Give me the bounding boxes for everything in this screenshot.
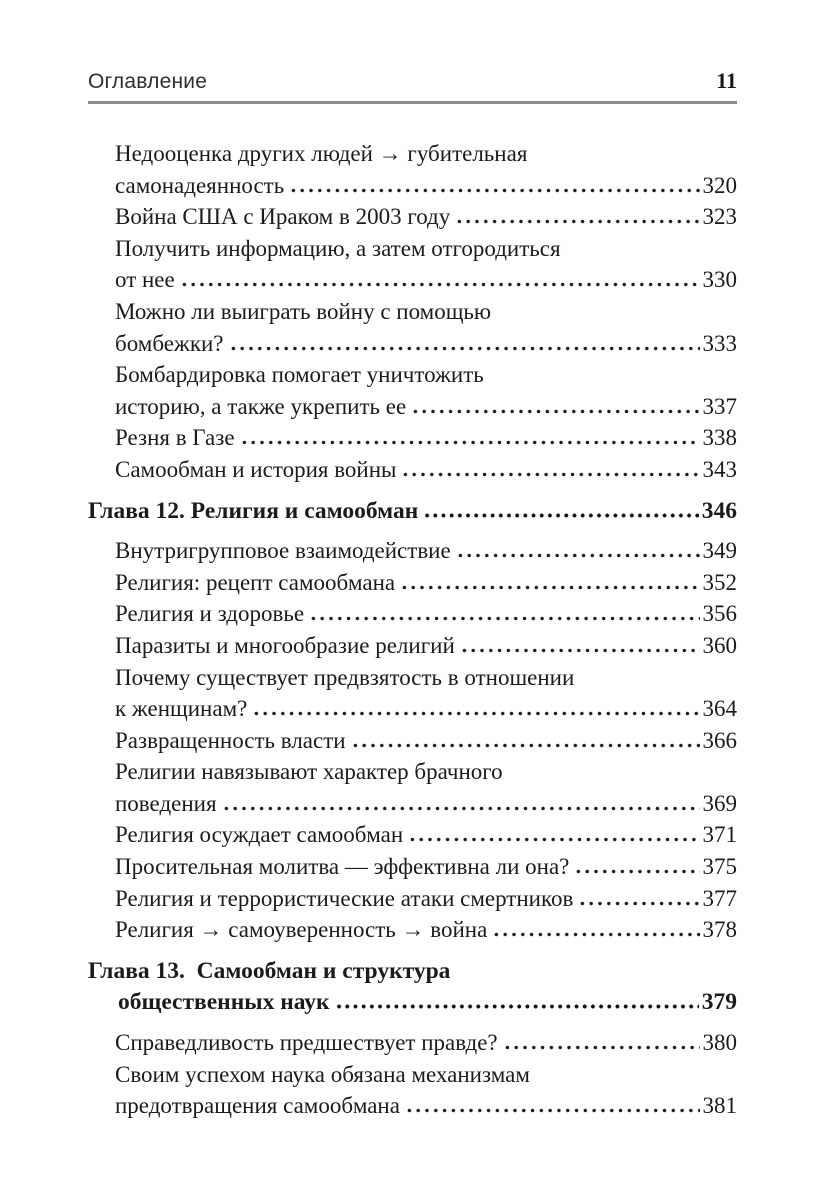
toc-entry-title: Недооценка других людей → губительная [115,141,528,166]
toc-line [115,662,737,694]
toc-entry-title: предотвращения самообмана [115,1093,400,1119]
toc-page-number: 377 [702,885,737,911]
toc-page-number: 320 [702,172,737,198]
toc-entry-title: Религия: рецепт самообмана [115,569,396,595]
toc-entry-title: общественных наук [118,989,330,1016]
toc-entry [88,1059,737,1122]
toc-line [115,693,737,725]
dot-leader [240,440,700,445]
toc-line [115,359,737,391]
toc-page-number: 369 [702,790,737,816]
toc-entry [88,914,737,946]
toc-line [115,851,737,883]
toc-entry [88,630,737,662]
page-number: 11 [716,68,737,93]
toc-line [115,328,737,360]
toc-chapter-entry [88,496,737,528]
toc-entry-title: Религии навязывают характер брачного [115,759,503,785]
toc-entry-title: Получить информацию, а затем отгородиться [115,235,561,261]
dot-leader [180,282,700,287]
toc-page-number: 379 [701,989,737,1016]
dot-leader [405,1108,700,1113]
toc-page-number: 371 [702,822,737,848]
toc-entry [88,296,737,359]
toc-chapter-entry [88,956,737,1019]
toc-line [115,1090,737,1122]
running-title: Оглавление [88,70,208,93]
toc-line [115,567,737,599]
toc-line [115,264,737,296]
toc-line [115,788,737,820]
toc-entry-title: Глава 13. Самообман и структура [88,957,451,984]
toc-line [115,756,737,788]
toc-entry [88,819,737,851]
dot-leader [503,1045,700,1050]
toc-page-number: 337 [702,393,737,419]
toc-entry [88,535,737,567]
toc-page-number: 380 [702,1030,737,1056]
dot-leader [456,553,700,558]
toc-entry [88,567,737,599]
dot-leader [252,711,699,716]
toc-page-number: 366 [702,727,737,753]
toc-entry [88,662,737,725]
dot-leader [460,648,700,653]
toc-entry-title: от нее [115,267,175,293]
toc-entry [88,422,737,454]
toc-entry [88,598,737,630]
toc-entry [88,138,737,201]
toc-page-number: 375 [702,854,737,880]
toc-line [115,883,737,915]
toc-line [115,1027,737,1059]
dot-leader [229,346,700,351]
toc-entry-title: Религия и террористические атаки смертников [115,885,574,911]
toc-entry-title: поведения [115,790,217,816]
toc-line [115,391,737,423]
toc-line [115,422,737,454]
toc-page-number: 364 [702,696,737,722]
toc-entry-title: Справедливость предшествует правде? [115,1030,498,1056]
toc-entry [88,233,737,296]
toc-entry-title: Можно ли выиграть войну с помощью [115,298,492,324]
toc-entry-title: Религия и здоровье [115,601,305,627]
toc-entry-title: Просительная молитва — эффективна ли она? [115,854,570,880]
toc-page-number: 381 [702,1093,737,1119]
toc-entry-title: к женщинам? [115,696,248,722]
dot-leader [423,513,698,518]
toc-page-number: 378 [702,917,737,943]
dot-leader [222,806,700,811]
toc-entry-title: Почему существует предвзятость в отношении [115,664,575,690]
toc-entry-title: Глава 12. Религия и самообман [88,497,419,524]
toc-line [115,1059,737,1091]
dot-leader [411,409,699,414]
toc-entry-title: Развращенность власти [115,727,346,753]
toc-entry-title: Самообман и история войны [115,456,397,482]
toc-entry-title: Резня в Газе [115,425,235,451]
toc-line [115,296,737,328]
toc-page-number: 333 [702,330,737,356]
dot-leader [574,869,699,874]
toc-entry [88,201,737,233]
toc-entry [88,454,737,486]
dot-leader [455,219,699,224]
dot-leader [335,1004,699,1009]
dot-leader [578,901,699,906]
toc-entry-title: Паразиты и многообразие религий [115,632,455,658]
toc-entry-title: самонадеянность [115,172,285,198]
toc-line [115,725,737,757]
toc-entry [88,359,737,422]
toc-page-number: 352 [702,569,737,595]
toc-entry [88,756,737,819]
dot-leader [309,616,699,621]
toc-page-number: 349 [702,538,737,564]
toc-line [115,233,737,265]
toc-entry-title: Бомбардировка помогает уничтожить [115,362,484,388]
dot-leader [401,472,699,477]
toc-line [115,138,737,170]
page-header [88,68,737,104]
toc-line [88,956,737,988]
page-content [88,68,737,1122]
toc-line [88,987,737,1019]
toc-page-number: 323 [702,204,737,230]
toc-page-number: 330 [702,267,737,293]
toc-entry [88,1027,737,1059]
toc-line [115,819,737,851]
toc-entry [88,883,737,915]
toc-line [115,914,737,946]
toc-entry [88,725,737,757]
toc-entry-title: историю, а также укрепить ее [115,393,407,419]
toc-line [115,535,737,567]
toc-entry-title: Религия осуждает самообман [115,822,404,848]
toc-list [88,138,737,1122]
toc-page-number: 360 [702,632,737,658]
dot-leader [289,188,699,193]
toc-entry-title: Своим успехом наука обязана механизмам [115,1061,530,1087]
dot-leader [408,837,699,842]
dot-leader [351,743,700,748]
toc-line [115,630,737,662]
toc-entry [88,851,737,883]
toc-entry-title: Внутригрупповое взаимодействие [115,538,451,564]
toc-entry-title: бомбежки? [115,330,224,356]
toc-page-number: 356 [702,601,737,627]
toc-entry-title: Война США с Ираком в 2003 году [115,204,451,230]
toc-entry-title: Религия → самоуверенность → война [115,917,488,943]
toc-line [115,170,737,202]
toc-page-number: 338 [702,425,737,451]
toc-line [115,201,737,233]
toc-line [115,598,737,630]
dot-leader [492,932,699,937]
toc-line [88,496,737,528]
toc-page-number: 343 [702,456,737,482]
toc-page-number: 346 [701,497,737,524]
toc-line [115,454,737,486]
dot-leader [400,585,699,590]
